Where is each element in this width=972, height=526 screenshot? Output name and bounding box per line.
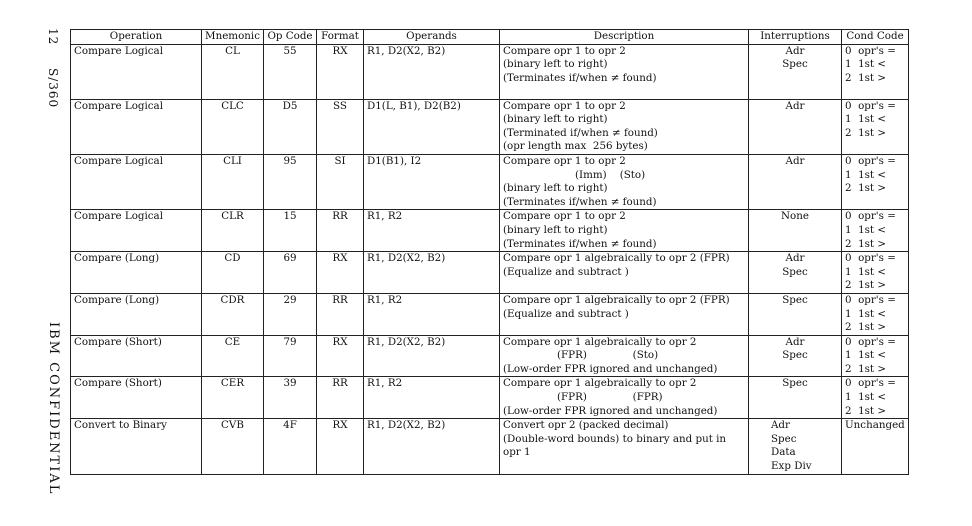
cell-interruptions	[749, 99, 842, 154]
col-header-opcode: Op Code	[264, 30, 317, 45]
cell-description-line: (opr length max 256 bytes)	[503, 140, 648, 153]
cell-mnemonic: CER	[202, 377, 264, 419]
cell-cond-code-line: 0 opr's =	[845, 335, 896, 348]
cell-cond-code-line: 2 1st >	[845, 404, 886, 417]
cell-cond-code-line: 1 1st <	[845, 223, 886, 236]
cell-description	[500, 335, 749, 377]
cell-opcode: 95	[264, 154, 317, 209]
cell-description	[500, 99, 749, 154]
cell-cond-code	[842, 99, 909, 154]
cell-interruptions-line: Adr	[785, 44, 805, 57]
cell-description	[500, 44, 749, 99]
cell-operation: Compare (Long)	[71, 293, 202, 335]
cell-operands: R1, D2(X2, B2)	[364, 44, 500, 99]
cell-format: RX	[317, 252, 364, 294]
cell-cond-code-line: 0 opr's =	[845, 293, 896, 306]
cell-interruptions-line: Adr	[785, 335, 805, 348]
cell-cond-code-line: 1 1st <	[845, 265, 886, 278]
cell-cond-code	[842, 419, 909, 474]
series-label: S/360	[46, 68, 60, 109]
cell-cond-code-line: 2 1st >	[845, 126, 886, 139]
cell-description	[500, 419, 749, 474]
table-row	[71, 419, 909, 474]
cell-cond-code-line: 2 1st >	[845, 362, 886, 375]
cell-description-line: (Terminates if/when ≠ found)	[503, 237, 657, 250]
cell-mnemonic: CLI	[202, 154, 264, 209]
table-row	[71, 335, 909, 377]
cell-description-line: (FPR) (Sto)	[557, 349, 659, 362]
cell-description	[500, 154, 749, 209]
cell-opcode: 15	[264, 210, 317, 252]
table-row	[71, 44, 909, 99]
cell-cond-code-line: 2 1st >	[845, 321, 886, 334]
table-row	[71, 252, 909, 294]
cell-cond-code-line: Unchanged	[845, 419, 905, 432]
cell-operation: Compare (Short)	[71, 335, 202, 377]
cell-interruptions-line: Data	[771, 446, 796, 459]
cell-operands: R1, D2(X2, B2)	[364, 419, 500, 474]
cell-cond-code-line: 1 1st <	[845, 349, 886, 362]
cell-operation: Compare Logical	[71, 44, 202, 99]
cell-cond-code-line: 0 opr's =	[845, 252, 896, 265]
cell-format: SI	[317, 154, 364, 209]
cell-interruptions-line: Adr	[771, 419, 790, 432]
cell-interruptions-line: Spec	[782, 58, 808, 71]
cell-description-line: Compare opr 1 algebraically to opr 2	[503, 377, 697, 390]
cell-interruptions	[749, 252, 842, 294]
cell-cond-code-line: 2 1st >	[845, 279, 886, 292]
cell-description	[500, 210, 749, 252]
cell-format: RR	[317, 210, 364, 252]
cell-mnemonic: CD	[202, 252, 264, 294]
cell-description-line: (binary left to right)	[503, 182, 608, 195]
cell-mnemonic: CLC	[202, 99, 264, 154]
cell-cond-code	[842, 293, 909, 335]
cell-cond-code-line: 1 1st <	[845, 168, 886, 181]
cell-description-line: Convert opr 2 (packed decimal)	[503, 419, 669, 432]
instruction-table	[70, 29, 909, 475]
cell-cond-code	[842, 335, 909, 377]
cell-description	[500, 293, 749, 335]
cell-mnemonic: CVB	[202, 419, 264, 474]
cell-format: RX	[317, 419, 364, 474]
cell-interruptions	[749, 377, 842, 419]
cell-interruptions-line: None	[781, 210, 809, 223]
cell-interruptions-line: Spec	[782, 349, 808, 362]
cell-interruptions	[749, 335, 842, 377]
cell-cond-code-line: 0 opr's =	[845, 377, 896, 390]
cell-description-line: (binary left to right)	[503, 223, 608, 236]
cell-opcode: 69	[264, 252, 317, 294]
cell-description-line: Compare opr 1 algebraically to opr 2	[503, 335, 697, 348]
cell-operands: D1(L, B1), D2(B2)	[364, 99, 500, 154]
cell-cond-code-line: 1 1st <	[845, 391, 886, 404]
cell-description-line: Compare opr 1 algebraically to opr 2 (FPR)	[503, 293, 730, 306]
cell-operands: R1, R2	[364, 293, 500, 335]
cell-operation: Convert to Binary	[71, 419, 202, 474]
cell-opcode: 29	[264, 293, 317, 335]
cell-description-line: (Double-word bounds) to binary and put in	[503, 432, 727, 445]
cell-description	[500, 252, 749, 294]
cell-description-line: (Imm) (Sto)	[575, 168, 646, 181]
cell-cond-code-line: 0 opr's =	[845, 44, 896, 57]
table-row	[71, 99, 909, 154]
cell-operands: R1, R2	[364, 210, 500, 252]
cell-cond-code	[842, 377, 909, 419]
cell-description-line: (Equalize and subtract )	[503, 265, 629, 278]
cell-interruptions-line: Adr	[785, 154, 805, 167]
cell-description-line: (Equalize and subtract )	[503, 307, 629, 320]
cell-interruptions-line: Adr	[785, 252, 805, 265]
col-header-cond-code: Cond Code	[842, 30, 909, 45]
table-row	[71, 377, 909, 419]
cell-cond-code-line: 2 1st >	[845, 182, 886, 195]
table-body	[71, 44, 909, 474]
col-header-operands: Operands	[364, 30, 500, 45]
cell-interruptions	[749, 210, 842, 252]
cell-interruptions-line: Exp Div	[771, 460, 812, 473]
cell-format: RR	[317, 377, 364, 419]
cell-description-line: (Terminates if/when ≠ found)	[503, 195, 657, 208]
cell-description-line: (Terminates if/when ≠ found)	[503, 71, 657, 84]
cell-cond-code	[842, 154, 909, 209]
cell-interruptions	[749, 419, 842, 474]
cell-opcode: D5	[264, 99, 317, 154]
cell-description-line: (Low-order FPR ignored and unchanged)	[503, 362, 718, 375]
cell-interruptions-line: Spec	[782, 293, 808, 306]
cell-operation: Compare (Short)	[71, 377, 202, 419]
cell-mnemonic: CE	[202, 335, 264, 377]
cell-opcode: 55	[264, 44, 317, 99]
cell-opcode: 39	[264, 377, 317, 419]
cell-description-line: Compare opr 1 to opr 2	[503, 99, 626, 112]
cell-interruptions-line: Spec	[771, 432, 797, 445]
cell-format: RX	[317, 335, 364, 377]
cell-description-line: (Terminated if/when ≠ found)	[503, 126, 658, 139]
cell-description-line: Compare opr 1 algebraically to opr 2 (FPR)	[503, 252, 730, 265]
cell-cond-code-line: 2 1st >	[845, 237, 886, 250]
cell-operation: Compare Logical	[71, 210, 202, 252]
cell-description-line: (binary left to right)	[503, 113, 608, 126]
cell-format: RR	[317, 293, 364, 335]
cell-operands: R1, D2(X2, B2)	[364, 252, 500, 294]
cell-description-line: Compare opr 1 to opr 2	[503, 154, 626, 167]
cell-cond-code-line: 1 1st <	[845, 113, 886, 126]
cell-cond-code	[842, 210, 909, 252]
col-header-description: Description	[500, 30, 749, 45]
page-number: 12	[46, 28, 60, 46]
cell-mnemonic: CL	[202, 44, 264, 99]
cell-format: RX	[317, 44, 364, 99]
cell-cond-code-line: 0 opr's =	[845, 99, 896, 112]
cell-opcode: 79	[264, 335, 317, 377]
cell-cond-code-line: 0 opr's =	[845, 154, 896, 167]
cell-description-line: Compare opr 1 to opr 2	[503, 44, 626, 57]
col-header-format: Format	[317, 30, 364, 45]
cell-cond-code-line: 1 1st <	[845, 307, 886, 320]
cell-format: SS	[317, 99, 364, 154]
cell-cond-code-line: 1 1st <	[845, 58, 886, 71]
cell-interruptions-line: Spec	[782, 265, 808, 278]
cell-description-line: (FPR) (FPR)	[557, 391, 663, 404]
cell-cond-code	[842, 44, 909, 99]
table-header-row	[71, 30, 909, 45]
cell-operands: D1(B1), I2	[364, 154, 500, 209]
cell-description	[500, 377, 749, 419]
cell-operands: R1, R2	[364, 377, 500, 419]
cell-opcode: 4F	[264, 419, 317, 474]
cell-interruptions-line: Spec	[782, 377, 808, 390]
cell-operation: Compare (Long)	[71, 252, 202, 294]
cell-cond-code-line: 2 1st >	[845, 71, 886, 84]
cell-cond-code-line: 0 opr's =	[845, 210, 896, 223]
table-row	[71, 210, 909, 252]
cell-description-line: (binary left to right)	[503, 58, 608, 71]
col-header-interruptions: Interruptions	[749, 30, 842, 45]
cell-interruptions	[749, 293, 842, 335]
cell-operation: Compare Logical	[71, 154, 202, 209]
cell-description-line: opr 1	[503, 446, 531, 459]
cell-mnemonic: CDR	[202, 293, 264, 335]
cell-interruptions	[749, 44, 842, 99]
cell-interruptions	[749, 154, 842, 209]
cell-operation: Compare Logical	[71, 99, 202, 154]
cell-description-line: Compare opr 1 to opr 2	[503, 210, 626, 223]
col-header-operation: Operation	[71, 30, 202, 45]
confidential-label: IBM CONFIDENTIAL	[46, 322, 61, 496]
cell-operands: R1, D2(X2, B2)	[364, 335, 500, 377]
cell-mnemonic: CLR	[202, 210, 264, 252]
table-row	[71, 293, 909, 335]
cell-description-line: (Low-order FPR ignored and unchanged)	[503, 404, 718, 417]
col-header-mnemonic: Mnemonic	[202, 30, 264, 45]
cell-interruptions-line: Adr	[785, 99, 805, 112]
cell-cond-code	[842, 252, 909, 294]
table-row	[71, 154, 909, 209]
